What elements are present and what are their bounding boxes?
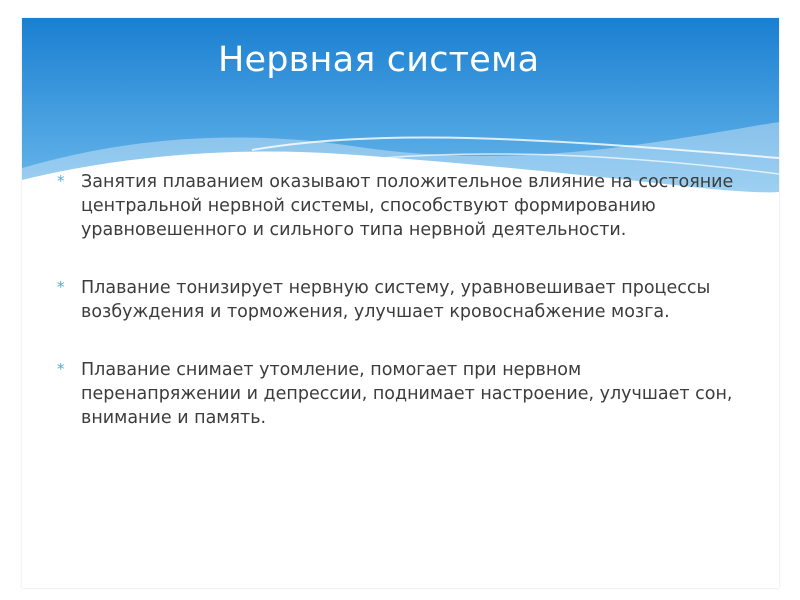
asterisk-bullet-icon: * bbox=[57, 278, 65, 296]
bullet-text: Занятия плаванием оказывают положительное влияние на состояние центральной нервной системы, способствуют формированию уравновешенного и сильного типа нервной деятельности. bbox=[81, 172, 734, 240]
asterisk-bullet-icon: * bbox=[57, 172, 65, 190]
bullet-list bbox=[56, 170, 736, 464]
bullet-item bbox=[56, 276, 736, 324]
asterisk-bullet-icon: * bbox=[57, 360, 65, 378]
slide-title: Нервная система bbox=[218, 40, 540, 80]
slide bbox=[22, 18, 779, 588]
bullet-text: Плавание снимает утомление, помогает при нервном перенапряжении и депрессии, поднимает настроение, улучшает сон, внимание и память. bbox=[81, 360, 733, 428]
bullet-text: Плавание тонизирует нервную систему, уравновешивает процессы возбуждения и торможения, улучшает кровоснабжение мозга. bbox=[81, 278, 711, 322]
bullet-item bbox=[56, 358, 736, 430]
bullet-item bbox=[56, 170, 736, 242]
